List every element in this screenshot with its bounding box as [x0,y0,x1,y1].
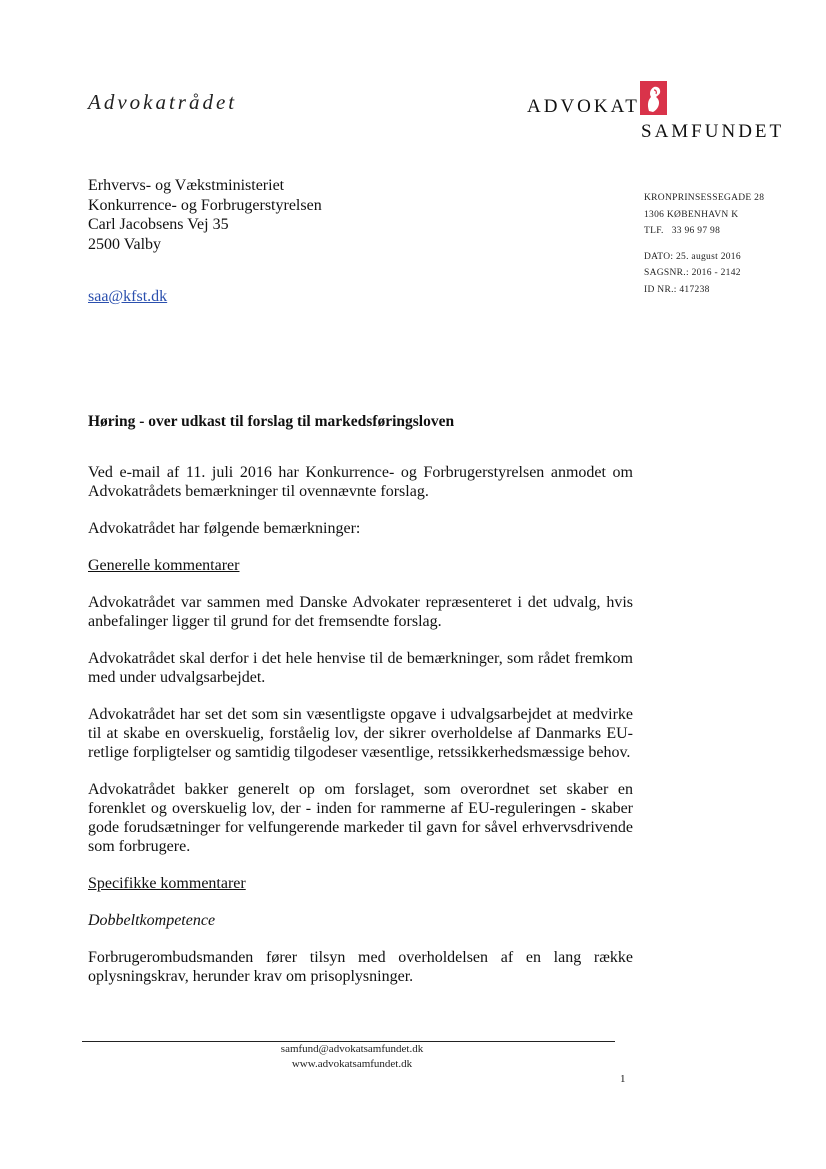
letter-body [88,463,633,1003]
recipient-line: Konkurrence- og Forbrugerstyrelsen [88,196,322,214]
society-logo-icon [640,81,667,115]
logo-text-samfundet: SAMFUNDET [641,121,785,142]
recipient-line: Carl Jacobsens Vej 35 [88,216,229,233]
footer-email[interactable]: samfund@advokatsamfundet.dk [280,1043,424,1055]
council-title: Advokatrådet [88,90,238,114]
sender-city: 1306 KØBENHAVN K [644,209,739,220]
recipient-email-link[interactable]: saa@kfst.dk [88,288,168,305]
recipient-line: 2500 Valby [88,235,162,253]
sender-street: KRONPRINSESSEGADE 28 [644,193,765,203]
paragraph: Advokatrådet har følgende bemærkninger: [88,520,361,537]
section-heading-general: Generelle kommentarer [88,557,240,574]
letter-date: DATO: 25. august 2016 [644,251,741,262]
paragraph: Advokatrådet var sammen med Danske Advokater repræsenteret i det udvalg, hvis anbefalinger ligger til grund for det fremsendte forslag. [88,594,633,630]
page-number: 1 [620,1073,626,1085]
paragraph: Forbrugerombudsmanden fører tilsyn med overholdelsen af en lang række oplysningskrav, herunder krav om prisoplysninger. [88,949,633,985]
footer-website[interactable]: www.advokatsamfundet.dk [291,1058,413,1070]
sender-info [644,190,764,298]
section-heading-specific: Specifikke kommentarer [88,875,246,892]
recipient-line: Erhvervs- og Vækstministeriet [88,177,285,194]
case-number: SAGSNR.: 2016 - 2142 [644,268,741,278]
paragraph: Advokatrådet bakker generelt op om forslaget, som overordnet set skaber en forenklet og overskuelig lov, der - inden for rammerne af EU-reguleringen - skaber gode forudsætninger for velfungerende markeder til gavn for såvel erhvervsdrivende som forbrugere. [88,781,633,855]
paragraph: Advokatrådet skal derfor i det hele henvise til de bemærkninger, som rådet fremkom med under udvalgsarbejdet. [88,650,633,686]
id-number: ID NR.: 417238 [644,284,710,295]
subsection-heading: Dobbeltkompetence [88,912,216,929]
sender-phone: TLF. 33 96 97 98 [644,226,721,236]
paragraph: Ved e-mail af 11. juli 2016 har Konkurrence- og Forbrugerstyrelsen anmodet om Advokatrådets bemærkninger til ovennævnte forslag. [88,464,633,500]
logo-text-advokat: ADVOKAT [527,96,640,117]
paragraph: Advokatrådet har set det som sin væsentligste opgave i udvalgsarbejdet at medvirke til at skabe en overskuelig, forståelig lov, der sikrer overholdelse af Danmarks EU-retlige forpligtelser og samtidig tilgodeser væsentlige, retssikkerhedsmæssige behov. [88,706,633,761]
letter-subject: Høring - over udkast til forslag til markedsføringsloven [88,413,455,430]
recipient-address [88,176,322,254]
footer [82,1042,622,1072]
